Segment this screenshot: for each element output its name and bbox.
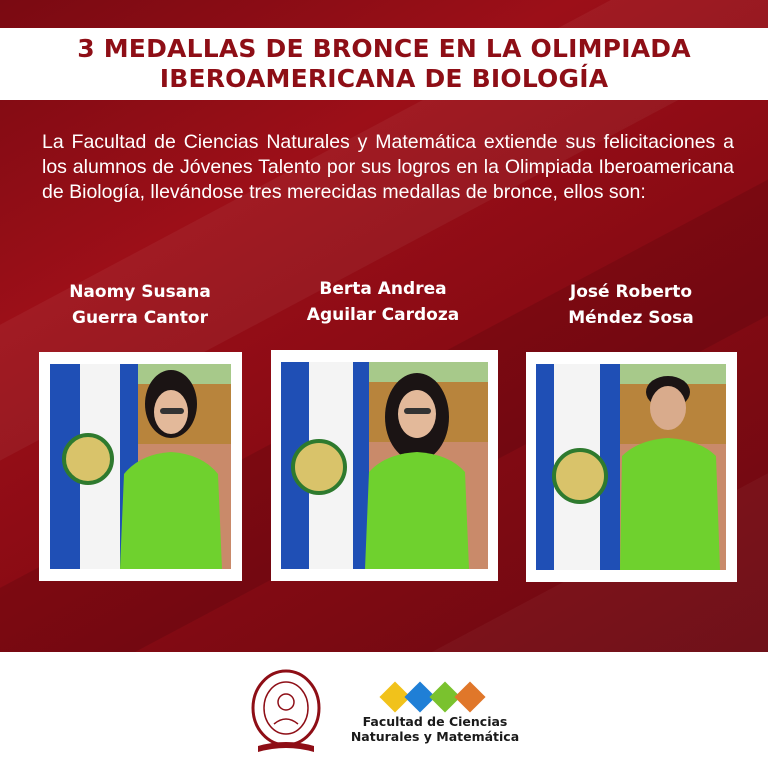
student-name-line: José Roberto (569, 282, 693, 302)
student-photo-1 (50, 364, 231, 569)
faculty-logo (378, 680, 488, 716)
student-name-line: Guerra Cantor (72, 308, 208, 328)
title-line-1: 3 MEDALLAS DE BRONCE EN LA OLIMPIADA (77, 34, 691, 63)
faculty-name-line: Facultad de Ciencias (362, 714, 508, 729)
student-name-line: Aguilar Cardoza (306, 305, 460, 325)
student-photo-2 (281, 362, 488, 569)
student-photo-3 (536, 364, 726, 570)
footer (0, 652, 768, 768)
student-photo-frame-2 (271, 350, 498, 581)
page-title (0, 34, 768, 94)
faculty-name (340, 714, 530, 744)
student-name-line: Naomy Susana (69, 282, 211, 302)
intro-paragraph: La Facultad de Ciencias Naturales y Matemática extiende sus felicitaciones a los alumnos de Jóvenes Talento por sus logros en la Olimpiada Iberoamericana de Biología, llevándose tres merecidas medallas de bronce, ellos son: (42, 131, 734, 203)
student-name-3 (511, 279, 751, 331)
student-photo-frame-3 (526, 352, 737, 582)
student-name-line: Méndez Sosa (568, 308, 694, 328)
student-name-1 (20, 279, 260, 331)
student-photo-frame-1 (39, 352, 242, 581)
student-name-2 (263, 276, 503, 328)
title-line-2: IBEROAMERICANA DE BIOLOGÍA (159, 64, 609, 93)
university-seal-logo (250, 668, 322, 756)
student-name-line: Berta Andrea (319, 279, 447, 299)
faculty-name-line: Naturales y Matemática (350, 729, 520, 744)
